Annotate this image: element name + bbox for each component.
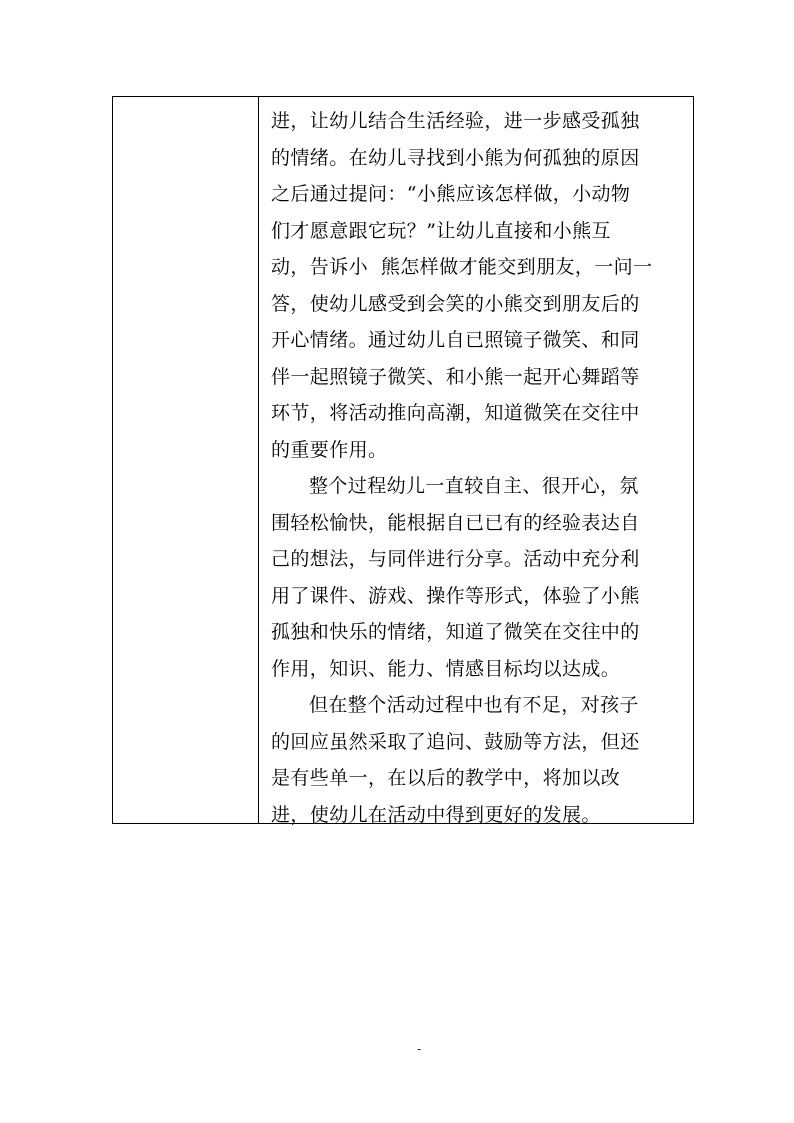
table-content-cell <box>259 97 693 826</box>
paragraph-2 <box>271 468 685 687</box>
text-line: 孤独和快乐的情绪，知道了微笑在交往中的 <box>271 621 640 643</box>
paragraph-1 <box>271 103 685 468</box>
text-line: 但在整个活动过程中也有不足，对孩子 <box>309 694 639 716</box>
text-line: 作用，知识、能力、情感目标均以达成。 <box>271 657 621 680</box>
text-line: 围轻松愉快，能根据自已已有的经验表达自 <box>271 511 640 534</box>
text-line: 之后通过提问：“小熊应该怎样做，小动物 <box>271 183 631 205</box>
text-line: 答，使幼儿感受到会笑的小熊交到朋友后的 <box>271 292 640 315</box>
text-line: 们才愿意跟它玩？”让幼儿直接和小熊互 <box>271 219 611 242</box>
table-label-cell <box>113 97 259 823</box>
text-line: 环节，将活动推向高潮，知道微笑在交往中 <box>271 402 640 424</box>
text-line: 己的想法，与同伴进行分享。活动中充分利 <box>271 548 640 570</box>
page-footer-mark: - <box>417 1042 422 1056</box>
text-line: 的重要作用。 <box>271 438 388 461</box>
text-line: 进，让幼儿结合生活经验，进一步感受孤独 <box>271 110 640 132</box>
text-line: 伴一起照镜子微笑、和小熊一起开心舞蹈等 <box>271 365 640 388</box>
text-line: 用了课件、游戏、操作等形式，体验了小熊 <box>271 584 640 607</box>
text-line: 整个过程幼儿一直较自主、很开心，氛 <box>309 475 639 497</box>
reflection-table <box>112 96 694 824</box>
text-line: 动，告诉小 熊怎样做才能交到朋友，一问一 <box>271 256 653 278</box>
text-line: 的回应虽然采取了追问、鼓励等方法，但还 <box>271 730 640 753</box>
text-line: 是有些单一，在以后的教学中，将加以改 <box>271 767 621 789</box>
paragraph-3 <box>271 687 685 833</box>
text-line: 进，使幼儿在活动中得到更好的发展。 <box>271 803 601 826</box>
text-line: 的情绪。在幼儿寻找到小熊为何孤独的原因 <box>271 146 640 169</box>
text-line: 开心情绪。通过幼儿自已照镜子微笑、和同 <box>271 329 640 351</box>
